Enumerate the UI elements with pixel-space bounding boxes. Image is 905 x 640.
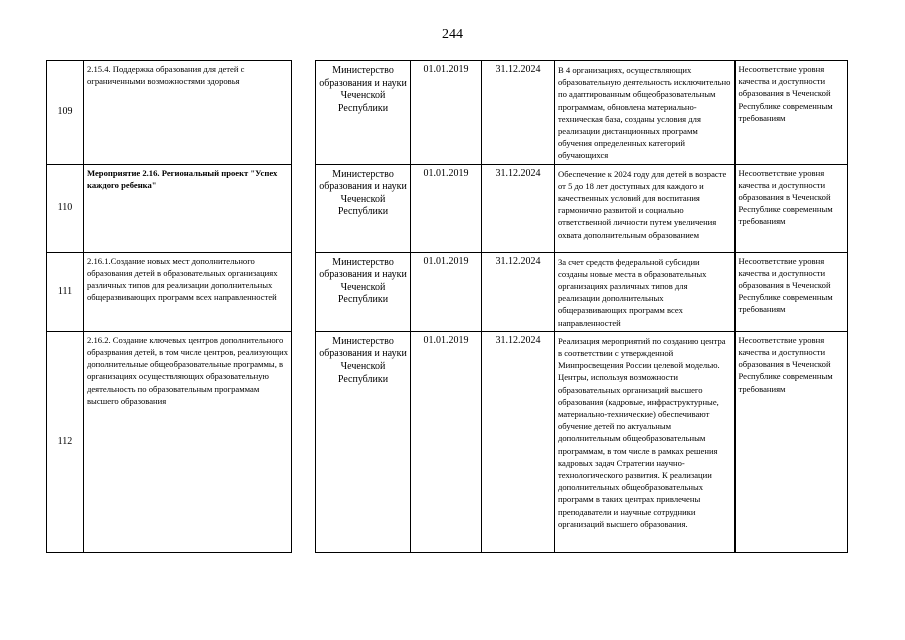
start-date: 01.01.2019 [411,164,482,252]
start-date: 01.01.2019 [411,252,482,331]
table-row [47,252,848,331]
start-date: 01.01.2019 [411,61,482,165]
executor: Министерство образования и науки Чеченской Республики [316,331,411,552]
end-date: 31.12.2024 [482,61,555,165]
page-number: 244 [442,27,463,42]
table-row [47,61,848,165]
problem-description: Несоответствие уровня качества и доступности образования в Чеченской Республике современным требованиям [735,61,848,165]
problem-description: Несоответствие уровня качества и доступности образования в Чеченской Республике современным требованиям [735,164,848,252]
event-name: 2.16.2. Создание ключевых центров дополнительного образрвания детей, в том числе центров, реализующих дополнительные общеобразовательные программы, в организациях осуществляющих образовательную деятельность по образовательным программам высшего образования [84,331,292,552]
expected-result: За счет средств федеральной субсидии созданы новые места в образовательных организациях различных типов для реализации дополнительных общеразвивающих программ всех направленностей [555,252,735,331]
row-number: 112 [47,331,84,552]
start-date: 01.01.2019 [411,331,482,552]
executor: Министерство образования и науки Чеченской Республики [316,164,411,252]
column-gap [292,252,316,331]
expected-result: Обеспечение к 2024 году для детей в возрасте от 5 до 18 лет доступных для каждого и качественных условий для воспитания гармонично развитой и социально ответственной личности путем увеличения охвата дополнительным образованием [555,164,735,252]
measures-table [46,60,848,553]
end-date: 31.12.2024 [482,164,555,252]
executor: Министерство образования и науки Чеченской Республики [316,252,411,331]
table-row [47,331,848,552]
row-number: 109 [47,61,84,165]
event-name: 2.15.4. Поддержка образования для детей с ограниченными возможностями здоровья [84,61,292,165]
row-number: 111 [47,252,84,331]
table-row [47,164,848,252]
end-date: 31.12.2024 [482,252,555,331]
row-number: 110 [47,164,84,252]
expected-result: Реализация мероприятий по созданию центра в соответствии с утвержденной Минпросвещения России целевой моделью. Центры, используя возможности образовательных организаций высшего образования (кадровые, инфраструктурные, материально-технические) обеспечивают обучение детей по актуальным дополнительным общеобразовательным программам, в том числе в рамках решения кадровых задач Стратегии научно-технологического развития. К реализации дополнительных общеобразовательных программ в таких центрах привлечены преподаватели и научные сотрудники организаций высшего образования. [555,331,735,552]
expected-result: В 4 организациях, осуществляющих образовательную деятельность исключительно по адаптированным общеобразовательным программам, обновлена материально-техническая база, созданы условия для реализации дистанционных программ обучения определенных категорий обучающихся [555,61,735,165]
problem-description: Несоответствие уровня качества и доступности образования в Чеченской Республике современным требованиям [735,252,848,331]
column-gap [292,164,316,252]
problem-description: Несоответствие уровня качества и доступности образования в Чеченской Республике современным требованиям [735,331,848,552]
end-date: 31.12.2024 [482,331,555,552]
event-name: 2.16.1.Создание новых мест дополнительного образования детей в образовательных организациях различных типов для реализации дополнительных общеразвивающих программ всех направленностей [84,252,292,331]
event-name: Мероприятие 2.16. Региональный проект "Успех каждого ребенка" [84,164,292,252]
column-gap [292,61,316,165]
executor: Министерство образования и науки Чеченской Республики [316,61,411,165]
column-gap [292,331,316,552]
